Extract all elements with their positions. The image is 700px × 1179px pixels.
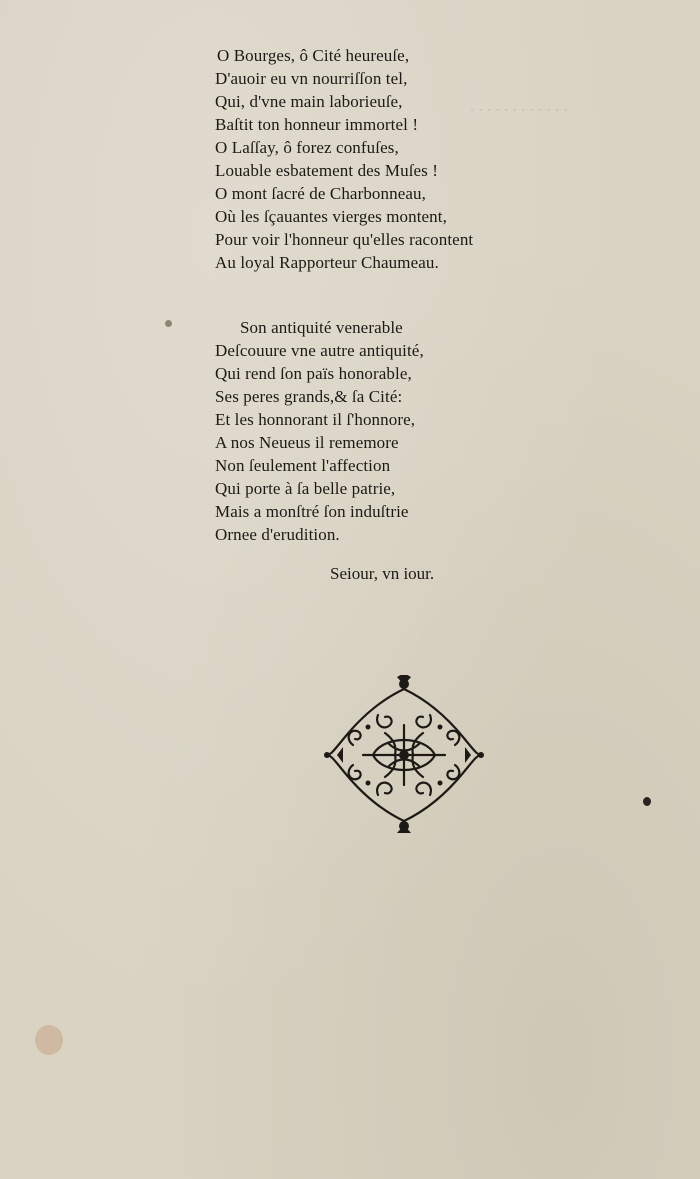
poem-signoff: Seiour, vn iour. xyxy=(330,564,435,583)
poem-stanza-2 xyxy=(215,318,545,548)
verse-line: Qui, d'vne main laborieuſe, xyxy=(215,92,403,111)
ink-speck xyxy=(643,797,651,806)
verse-line: Ornee d'erudition. xyxy=(215,525,340,544)
verse-line: Qui porte à ſa belle patrie, xyxy=(215,479,396,498)
show-through-right: . . . . . . . . . . . . xyxy=(470,96,568,115)
verse-line: Où les ſçauantes vierges montent, xyxy=(215,207,447,226)
verse-line: Et les honnorant il ſ'honnore, xyxy=(215,410,416,429)
verse-line: Son antiquité venerable xyxy=(240,318,403,337)
verse-line: Mais a monſtré ſon induſtrie xyxy=(215,502,409,521)
verse-line: D'auoir eu vn nourriſſon tel, xyxy=(215,69,408,88)
verse-line: Baſtit ton honneur immortel ! xyxy=(215,115,419,134)
verse-line: Pour voir l'honneur qu'elles racontent xyxy=(215,230,474,249)
fleuron-ornament-icon xyxy=(323,675,486,835)
paper-stain xyxy=(35,1025,63,1055)
verse-line: Au loyal Rapporteur Chaumeau. xyxy=(215,253,439,272)
verse-line: O Laſſay, ô forez confuſes, xyxy=(215,138,399,157)
verse-line: Ses peres grands,& ſa Cité: xyxy=(215,387,403,406)
verse-line: Non ſeulement l'affection xyxy=(215,456,391,475)
verse-line: O Bourges, ô Cité heureuſe, xyxy=(217,46,410,65)
poem-stanza-1 xyxy=(215,46,545,276)
ink-speck xyxy=(165,320,172,327)
verse-line: Louable esbatement des Muſes ! xyxy=(215,161,438,180)
verse-line: O mont ſacré de Charbonneau, xyxy=(215,184,426,203)
verse-line: A nos Neueus il rememore xyxy=(215,433,399,452)
verse-line: Qui rend ſon païs honorable, xyxy=(215,364,412,383)
verse-line: Deſcouure vne autre antiquité, xyxy=(215,341,424,360)
